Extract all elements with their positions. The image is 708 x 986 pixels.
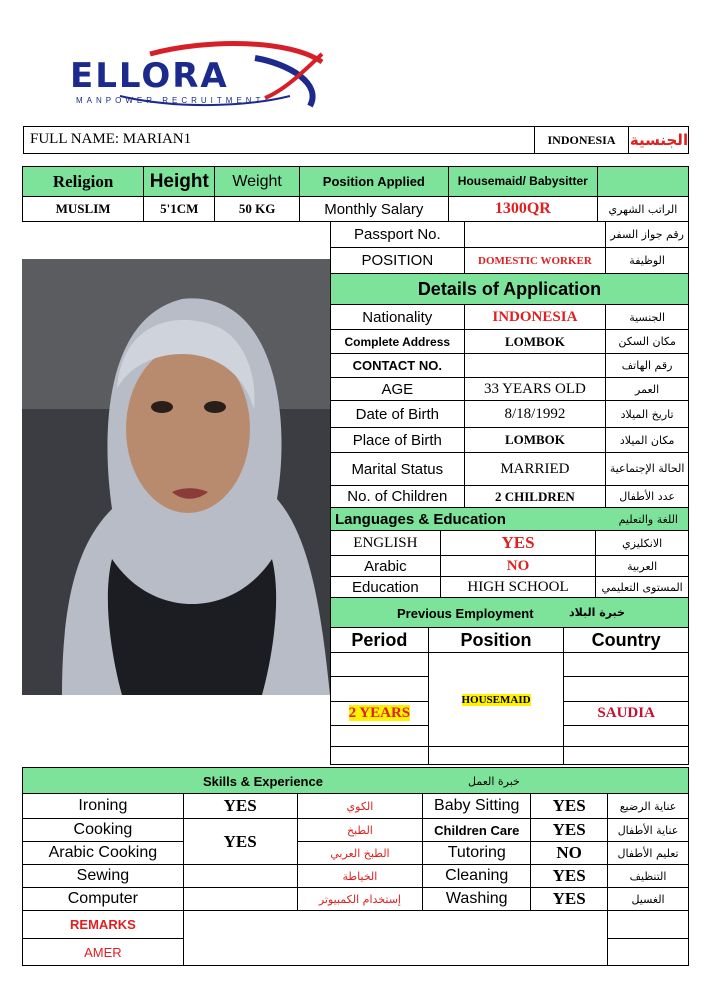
skill-cleaning-value: YES xyxy=(531,865,608,888)
remarks-value: AMER xyxy=(23,939,184,966)
details-title: Details of Application xyxy=(330,273,689,305)
dob-label: Date of Birth xyxy=(331,401,465,428)
education-arabic: المستوى التعليمي xyxy=(596,577,689,598)
logo-word: ELLORA xyxy=(70,56,229,96)
pob-label: Place of Birth xyxy=(331,428,465,453)
skill-ironing: Ironing xyxy=(23,794,184,819)
skill-sewing: Sewing xyxy=(23,865,184,888)
details-row xyxy=(331,330,689,354)
skill-arabiccooking: Arabic Cooking xyxy=(23,842,184,865)
skill-row xyxy=(23,865,689,888)
skill-cooking-value: YES xyxy=(183,819,297,865)
ellora-logo xyxy=(60,40,335,115)
arabic-arabic: العربية xyxy=(596,556,689,577)
english-label: ENGLISH xyxy=(331,531,441,556)
skill-ironing-arabic: الكوي xyxy=(297,794,423,819)
details-row xyxy=(331,378,689,401)
passport-arabic: رقم جواز السفر xyxy=(606,222,689,248)
skills-title: Skills & Experience xyxy=(203,774,323,789)
skill-cleaning-arabic: التنظيف xyxy=(608,865,689,888)
marital-arabic: الحالة الإجتماعية xyxy=(606,453,689,486)
skill-washing-value: YES xyxy=(531,888,608,911)
skill-arabiccooking-arabic: الطبخ العربي xyxy=(297,842,423,865)
position-applied-value: Housemaid/ Babysitter xyxy=(448,167,597,197)
languages-table xyxy=(330,530,689,598)
skills-header xyxy=(22,767,689,794)
details-row xyxy=(331,401,689,428)
salary-arabic: الراتب الشهري xyxy=(597,197,688,222)
weight-value: 50 KG xyxy=(215,197,300,222)
skill-childrencare-value: YES xyxy=(531,819,608,842)
nationality-value: INDONESIA xyxy=(464,305,606,330)
employment-position: HOUSEMAID xyxy=(461,693,531,706)
skill-washing: Washing xyxy=(423,888,531,911)
skill-computer-arabic: إستخدام الكمبيوتر xyxy=(297,888,423,911)
skill-computer: Computer xyxy=(23,888,184,911)
col-country: Country xyxy=(564,628,689,653)
religion-label: Religion xyxy=(23,167,144,197)
position-label: POSITION xyxy=(331,248,465,274)
skill-tutoring-value: NO xyxy=(531,842,608,865)
person-photo-icon xyxy=(22,259,330,695)
language-row xyxy=(331,577,689,598)
salary-value: 1300QR xyxy=(448,197,597,222)
passport-value xyxy=(464,222,606,248)
details-table xyxy=(330,304,689,508)
contact-label: CONTACT NO. xyxy=(331,354,465,378)
age-arabic: العمر xyxy=(606,378,689,401)
top-table xyxy=(22,166,689,222)
age-label: AGE xyxy=(331,378,465,401)
children-value: 2 CHILDREN xyxy=(464,486,606,508)
skill-washing-arabic: الغسيل xyxy=(608,888,689,911)
address-label: Complete Address xyxy=(331,330,465,354)
employment-header xyxy=(330,597,689,628)
education-value: HIGH SCHOOL xyxy=(440,577,595,598)
col-position: Position xyxy=(428,628,564,653)
height-label: Height xyxy=(144,167,215,197)
pob-value: LOMBOK xyxy=(464,428,606,453)
skill-childrencare-arabic: عناية الأطفال xyxy=(608,819,689,842)
skill-row xyxy=(23,794,689,819)
skill-row xyxy=(23,819,689,842)
arabic-value: NO xyxy=(440,556,595,577)
skills-table xyxy=(22,793,689,911)
skills-arabic: خبرة العمل xyxy=(468,775,520,788)
skill-babysitting-arabic: عناية الرضيع xyxy=(608,794,689,819)
skill-cooking-arabic: الطبخ xyxy=(297,819,423,842)
height-value: 5'1CM xyxy=(144,197,215,222)
salary-label: Monthly Salary xyxy=(299,197,448,222)
languages-header xyxy=(330,507,689,531)
position-arabic: الوظيفة xyxy=(606,248,689,274)
education-label: Education xyxy=(331,577,441,598)
passport-label: Passport No. xyxy=(331,222,465,248)
languages-title: Languages & Education xyxy=(335,511,506,528)
details-row xyxy=(331,428,689,453)
language-row xyxy=(331,531,689,556)
remarks-label: REMARKS xyxy=(23,911,184,939)
header-nationality: INDONESIA xyxy=(547,132,616,147)
employment-title: Previous Employment xyxy=(397,606,534,621)
address-value: LOMBOK xyxy=(464,330,606,354)
skill-cooking: Cooking xyxy=(23,819,184,842)
employment-country: SAUDIA xyxy=(564,702,689,726)
religion-value: MUSLIM xyxy=(23,197,144,222)
languages-arabic: اللغة والتعليم xyxy=(618,513,678,526)
arabic-label: Arabic xyxy=(331,556,441,577)
details-row xyxy=(331,354,689,378)
position-applied-label: Position Applied xyxy=(299,167,448,197)
full-name: FULL NAME: MARIAN1 xyxy=(30,131,192,147)
nationality-label: Nationality xyxy=(331,305,465,330)
contact-value xyxy=(464,354,606,378)
position-value: DOMESTIC WORKER xyxy=(464,248,606,274)
passport-table xyxy=(330,221,689,274)
age-value: 33 YEARS OLD xyxy=(464,378,606,401)
skill-babysitting-value: YES xyxy=(531,794,608,819)
details-row xyxy=(331,453,689,486)
dob-arabic: تاريخ الميلاد xyxy=(606,401,689,428)
employment-period: 2 YEARS xyxy=(348,705,411,721)
applicant-photo xyxy=(22,259,330,695)
col-period: Period xyxy=(331,628,429,653)
pob-arabic: مكان الميلاد xyxy=(606,428,689,453)
marital-value: MARRIED xyxy=(464,453,606,486)
logo-tagline: MANPOWER RECRUITMENT xyxy=(76,96,265,105)
employment-arabic: خبرة البلاد xyxy=(569,606,625,619)
children-arabic: عدد الأطفال xyxy=(606,486,689,508)
skill-tutoring-arabic: تعليم الأطفال xyxy=(608,842,689,865)
nationality-arabic: الجنسية xyxy=(606,305,689,330)
header-row xyxy=(23,126,689,154)
skill-ironing-value: YES xyxy=(183,794,297,819)
details-row xyxy=(331,486,689,508)
marital-label: Marital Status xyxy=(331,453,465,486)
skill-tutoring: Tutoring xyxy=(423,842,531,865)
english-value: YES xyxy=(440,531,595,556)
remarks-table xyxy=(22,910,689,966)
skill-row xyxy=(23,842,689,865)
skill-childrencare: Children Care xyxy=(423,819,531,842)
skill-babysitting: Baby Sitting xyxy=(423,794,531,819)
dob-value: 8/18/1992 xyxy=(464,401,606,428)
address-arabic: مكان السكن xyxy=(606,330,689,354)
english-arabic: الانكليزي xyxy=(596,531,689,556)
details-row xyxy=(331,305,689,330)
children-label: No. of Children xyxy=(331,486,465,508)
skill-sewing-arabic: الخياطة xyxy=(297,865,423,888)
contact-arabic: رقم الهاتف xyxy=(606,354,689,378)
employment-table xyxy=(330,627,689,765)
weight-label: Weight xyxy=(215,167,300,197)
skill-cleaning: Cleaning xyxy=(423,865,531,888)
language-row xyxy=(331,556,689,577)
header-nationality-arabic: الجنسية xyxy=(629,131,689,149)
skill-row xyxy=(23,888,689,911)
